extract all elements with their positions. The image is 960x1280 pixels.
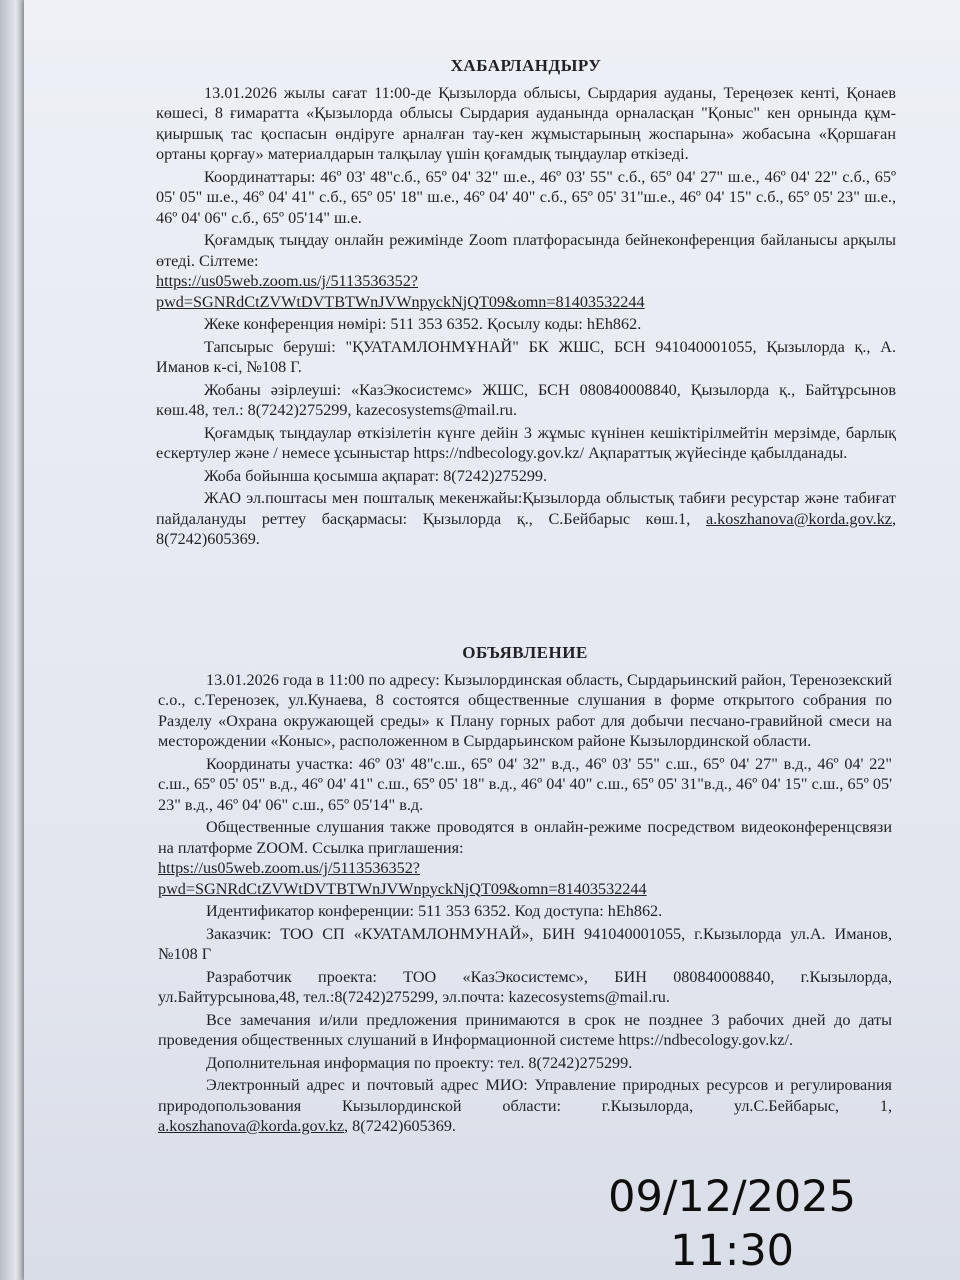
kazakh-online-text: Қоғамдық тыңдау онлайн режимінде Zoom платфорасында бейнеконференция байланысы арқылы өтеді. Сілтеме: bbox=[156, 231, 896, 270]
kazakh-heading: ХАБАРЛАНДЫРУ bbox=[450, 56, 602, 75]
russian-heading: ОБЪЯВЛЕНИЕ bbox=[462, 643, 588, 662]
russian-announcement bbox=[158, 643, 892, 1137]
russian-additional-info: Дополнительная информация по проекту: тел. 8(7242)275299. bbox=[206, 1053, 633, 1072]
russian-coordinates-paragraph: Координаты участка: 46º 03' 48"с.ш., 65º 04' 32" в.д., 46º 03' 55" с.ш., 65º 04' 27" в.д., 46º 04' 22" с.ш., 65º 05' 05" в.д., 46º 04' 41" с.ш., 65º 05' 18" в.д., 46º 04' 40" с.ш., 65º 05' 31"в.д., 46º 04' 15" с.ш., 65º 05' 23" в.д., 46º 04' 06" с.ш., 65º 05'14" в.д. bbox=[158, 754, 892, 814]
russian-remarks-paragraph: Все замечания и/или предложения принимаются в срок не позднее 3 рабочих дней до даты проведения общественных слушаний в Информационной системе https://ndbecology.gov.kz/. bbox=[158, 1010, 892, 1049]
russian-intro-paragraph: 13.01.2026 года в 11:00 по адресу: Кызылординская область, Сырдарьинский район, Теренозекский с.о., с.Теренозек, ул.Кунаева, 8 состоятся общественные слушания в форме открытого собрания по Разделу «Охрана окружающей среды» к Плану горных работ для добычи песчано-гравийной смеси на месторождении «Коныс», расположенном в Сырдарьинском районе Кызылординской области. bbox=[158, 670, 892, 750]
kazakh-zoom-link[interactable]: https://us05web.zoom.us/j/5113536352?pwd=SGNRdCtZVWtDVTBTWnJVWnpyckNjQT09&omn=81403532244 bbox=[156, 272, 645, 311]
kazakh-mio-text: ЖАО эл.поштасы мен пошталық мекенжайы:Қызылорда облыстық табиғи ресурстар және табиғат пайдалануды реттеу басқармасы: Қызылорда қ., С.Бейбарыс көш.1, bbox=[156, 489, 896, 528]
russian-mio-paragraph bbox=[158, 1075, 892, 1137]
kazakh-coordinates-paragraph: Координаттары: 46º 03' 48"с.б., 65º 04' 32" ш.е., 46º 03' 55" с.б., 65º 04' 27" ш.е., 46º 04' 22" с.б., 65º 05' 05" ш.е., 46º 04' 41" с.б., 65º 05' 18" ш.е., 46º 04' 40" с.б., 65º 05' 31"ш.е., 46º 04' 15" с.б., 65º 05' 23" ш.е., 46º 04' 06" с.б., 65º 05'14" ш.е. bbox=[156, 167, 896, 227]
kazakh-conference-id: Жеке конференция нөмірі: 511 353 6352. Қосылу коды: hEh862. bbox=[204, 315, 642, 333]
russian-online-text: Общественные слушания также проводятся в онлайн-режиме посредством видеоконференцсвязи на платформе ZOOM. Ссылка приглашения: bbox=[158, 818, 892, 857]
photo-timestamp bbox=[608, 1170, 856, 1278]
kazakh-announcement bbox=[156, 56, 896, 550]
kazakh-email-link[interactable]: a.koszhanova@korda.gov.kz bbox=[705, 509, 892, 528]
russian-mio-text: Электронный адрес и почтовый адрес МИО: Управление природных ресурсов и регулирования природопользования Кызылординской области: г.Кызылорда, ул.С.Бейбарыс, 1, bbox=[158, 1076, 892, 1115]
kazakh-remarks-paragraph: Қоғамдық тыңдаулар өткізілетін күнге дейін 3 жұмыс күнінен кешіктірілмейтін мерзімде, барлық ескертулер және / немесе ұсыныстар https://ndbecology.gov.kz/ Ақпараттық жүйесінде қабылданады. bbox=[156, 423, 896, 462]
timestamp-date: 09/12/2025 bbox=[608, 1172, 856, 1222]
russian-conference-id: Идентификатор конференции: 511 353 6352. Код доступа: hEh862. bbox=[206, 902, 663, 920]
russian-zoom-link[interactable]: https://us05web.zoom.us/j/5113536352?pwd=SGNRdCtZVWtDVTBTWnJVWnpyckNjQT09&omn=81403532244 bbox=[158, 859, 647, 898]
kazakh-mio-tail: , 8(7242)605369. bbox=[156, 509, 897, 548]
kazakh-developer-paragraph: Жобаны әзірлеуші: «КазЭкосистемс» ЖШС, БСН 080840008840, Қызылорда қ., Байтұрсынов көш.48, тел.: 8(7242)275299, kazecosystems@mail.ru. bbox=[156, 380, 896, 419]
kazakh-mio-paragraph bbox=[156, 488, 896, 550]
timestamp-time: 11:30 bbox=[670, 1226, 795, 1276]
russian-online-paragraph bbox=[158, 817, 892, 899]
kazakh-intro-paragraph: 13.01.2026 жылы сағат 11:00-де Қызылорда облысы, Сырдария ауданы, Тереңөзек кенті, Қонаев көшесі, 8 ғимаратта «Қызылорда облысы Сырдария ауданында орналасқан "Қоныс" кен орнында құм-қиыршық тас қоспасын өндіруге арналған тау-кен жұмыстарының жоспарына» жобасына «Қоршаған ортаны қорғау» материалдарын талқылау үшін қоғамдық тыңдаулар өткізеді. bbox=[156, 83, 896, 163]
russian-developer-paragraph: Разработчик проекта: ТОО «КазЭкосистемс», БИН 080840008840, г.Кызылорда, ул.Байтурсынова,48, тел.:8(7242)275299, эл.почта: kazecosystems@mail.ru. bbox=[158, 967, 892, 1006]
russian-email-link[interactable]: a.koszhanova@korda.gov.kz bbox=[158, 1117, 345, 1135]
russian-customer-paragraph: Заказчик: ТОО СП «КУАТАМЛОНМУНАЙ», БИН 941040001055, г.Кызылорда ул.А. Иманов, №108 Г bbox=[158, 924, 892, 963]
kazakh-online-paragraph bbox=[156, 230, 896, 312]
kazakh-customer-paragraph: Тапсырыс беруші: "ҚУАТАМЛОНМҰНАЙ" БК ЖШС, БСН 941040001055, Қызылорда қ., А. Иманов к-сі, №108 Г. bbox=[156, 337, 896, 376]
kazakh-additional-info: Жоба бойынша қосымша ақпарат: 8(7242)275299. bbox=[204, 466, 548, 485]
russian-mio-tail: , 8(7242)605369. bbox=[344, 1117, 456, 1135]
adjacent-sheet-edge bbox=[0, 0, 26, 1280]
